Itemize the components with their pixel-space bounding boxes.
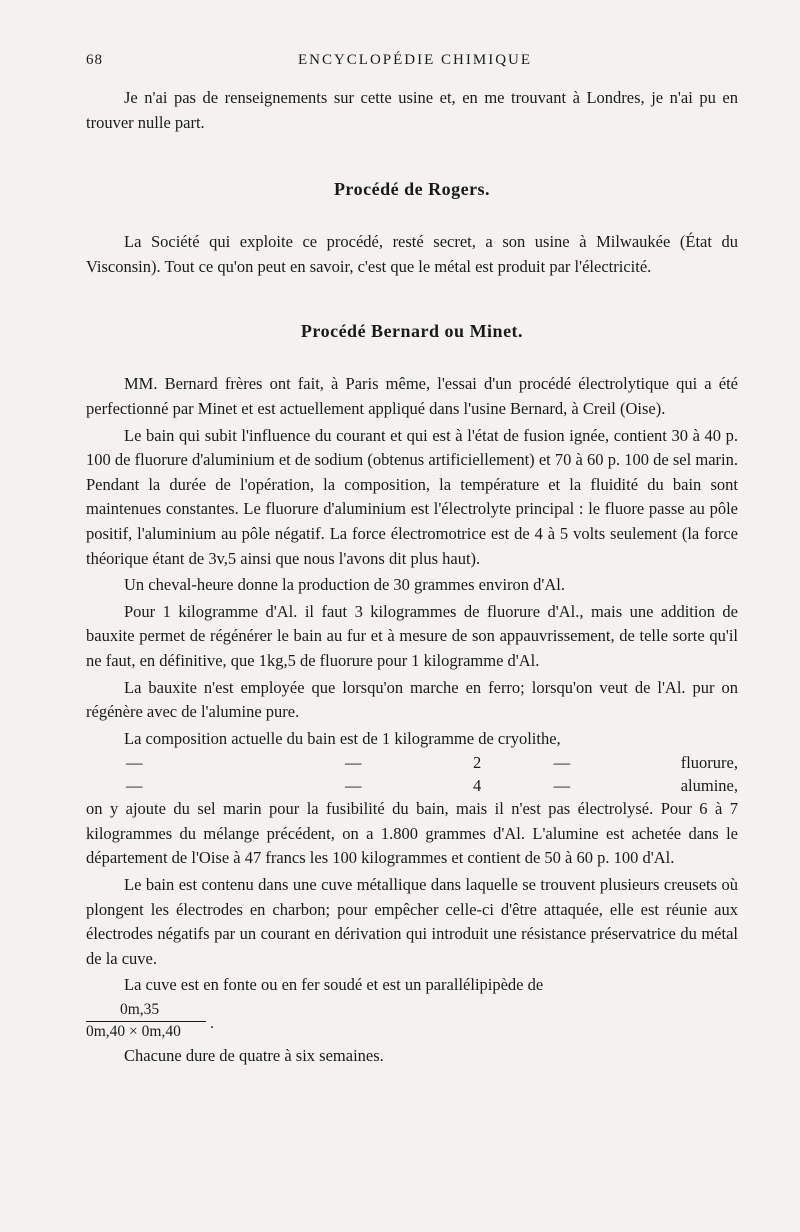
running-head (86, 52, 744, 72)
page-body (86, 86, 738, 1069)
paragraph-sel-marin: on y ajoute du sel marin pour la fusibilité du bain, mais il n'est pas électrolysé. Pour 6 à 7 kilogrammes du mélange précédent, on a 1.800 grammes d'Al. L'alumine est achetée dans le département de l'Oise à 47 francs les 100 kilogrammes et contient de 50 à 60 p. 100 d'Al. (86, 799, 738, 868)
page-number: 68 (86, 52, 103, 68)
substance: fluorure, (680, 753, 738, 773)
ditto-mark: — (553, 753, 571, 773)
paragraph-cuve-dimensions: La cuve est en fonte ou en fer soudé et est un parallélipipède de (124, 975, 544, 995)
paragraph-composition-actuelle: La composition actuelle du bain est de 1 kilogramme de cryolithe, (124, 728, 561, 748)
paragraph-bain-composition: Le bain qui subit l'influence du courant et qui est à l'état de fusion ignée, contient 30 à 40 p. 100 de fluorure d'aluminium et de sodium (obtenus artificiellement) et 70 à 60 p. 100 de sel marin. Pendant la durée de l'opération, la composition, la température et la fluidité du bain sont maintenues constantes. Le fluorure d'aluminium est l'électrolyte principal : le fluore passe au pôle positif, l'aluminium au pôle négatif. La force électromotrice est de 4 à 5 volts seulement (la force théorique étant de 3v,5 ainsi que nous l'avons dit plus haut). (86, 425, 738, 568)
section-heading-bernard-minet: Procédé Bernard ou Minet. (300, 321, 524, 342)
formula-terminator: . (210, 1015, 214, 1033)
quantity: 2 (473, 753, 482, 773)
ditto-mark: — (126, 753, 143, 773)
composition-table (86, 751, 738, 797)
ditto-mark: — (553, 776, 571, 796)
paragraph-cuve-electrodes: Le bain est contenu dans une cuve métallique dans laquelle se trouvent plusieurs creusets où plongent les électrodes en charbon; pour empêcher celle-ci d'être attaquée, elle est réunie aux électrodes négatifs par un courant en dérivation qui introduit une résistance préservatrice du métal de la cuve. (86, 875, 738, 968)
paragraph-londres: Je n'ai pas de renseignements sur cette usine et, en me trouvant à Londres, je n'ai pu en trouver nulle part. (86, 88, 738, 132)
ditto-mark: — (345, 753, 362, 773)
substance: alumine, (680, 776, 738, 796)
formula-numerator: 0m,35 (120, 1001, 160, 1019)
quantity: 4 (473, 776, 482, 796)
paragraph-cheval-heure: Un cheval-heure donne la production de 30 grammes environ d'Al. (124, 575, 566, 595)
ditto-mark: — (126, 776, 143, 796)
composition-row (86, 751, 738, 774)
section-heading-rogers: Procédé de Rogers. (333, 179, 491, 200)
paragraph-duree: Chacune dure de quatre à six semaines. (124, 1046, 384, 1066)
paragraph-rogers: La Société qui exploite ce procédé, resté secret, a son usine à Milwaukée (État du Visconsin). Tout ce qu'on peut en savoir, c'est que le métal est produit par l'électricité. (86, 232, 738, 276)
paragraph-fluorure-quantity: Pour 1 kilogramme d'Al. il faut 3 kilogrammes de fluorure d'Al., mais une addition de bauxite permet de régénérer le bain au fur et à mesure de son appauvrissement, de telle sorte qu'il ne faut, en définitive, que 1kg,5 de fluorure pour 1 kilogramme d'Al. (86, 601, 738, 670)
paragraph-bauxite: La bauxite n'est employée que lorsqu'on marche en ferro; lorsqu'on veut de l'Al. pur on régénère avec de l'alumine pure. (86, 677, 738, 722)
paragraph-bernard-intro: MM. Bernard frères ont fait, à Paris même, l'essai d'un procédé électrolytique qui a été perfectionné par Minet et est actuellement appliqué dans l'usine Bernard, à Creil (Oise). (86, 374, 738, 418)
ditto-mark: — (345, 776, 362, 796)
composition-row (86, 774, 738, 797)
dimension-formula (86, 1000, 738, 1044)
formula-denominator: 0m,40 × 0m,40 (86, 1023, 181, 1041)
running-title: ENCYCLOPÉDIE CHIMIQUE (297, 52, 533, 68)
